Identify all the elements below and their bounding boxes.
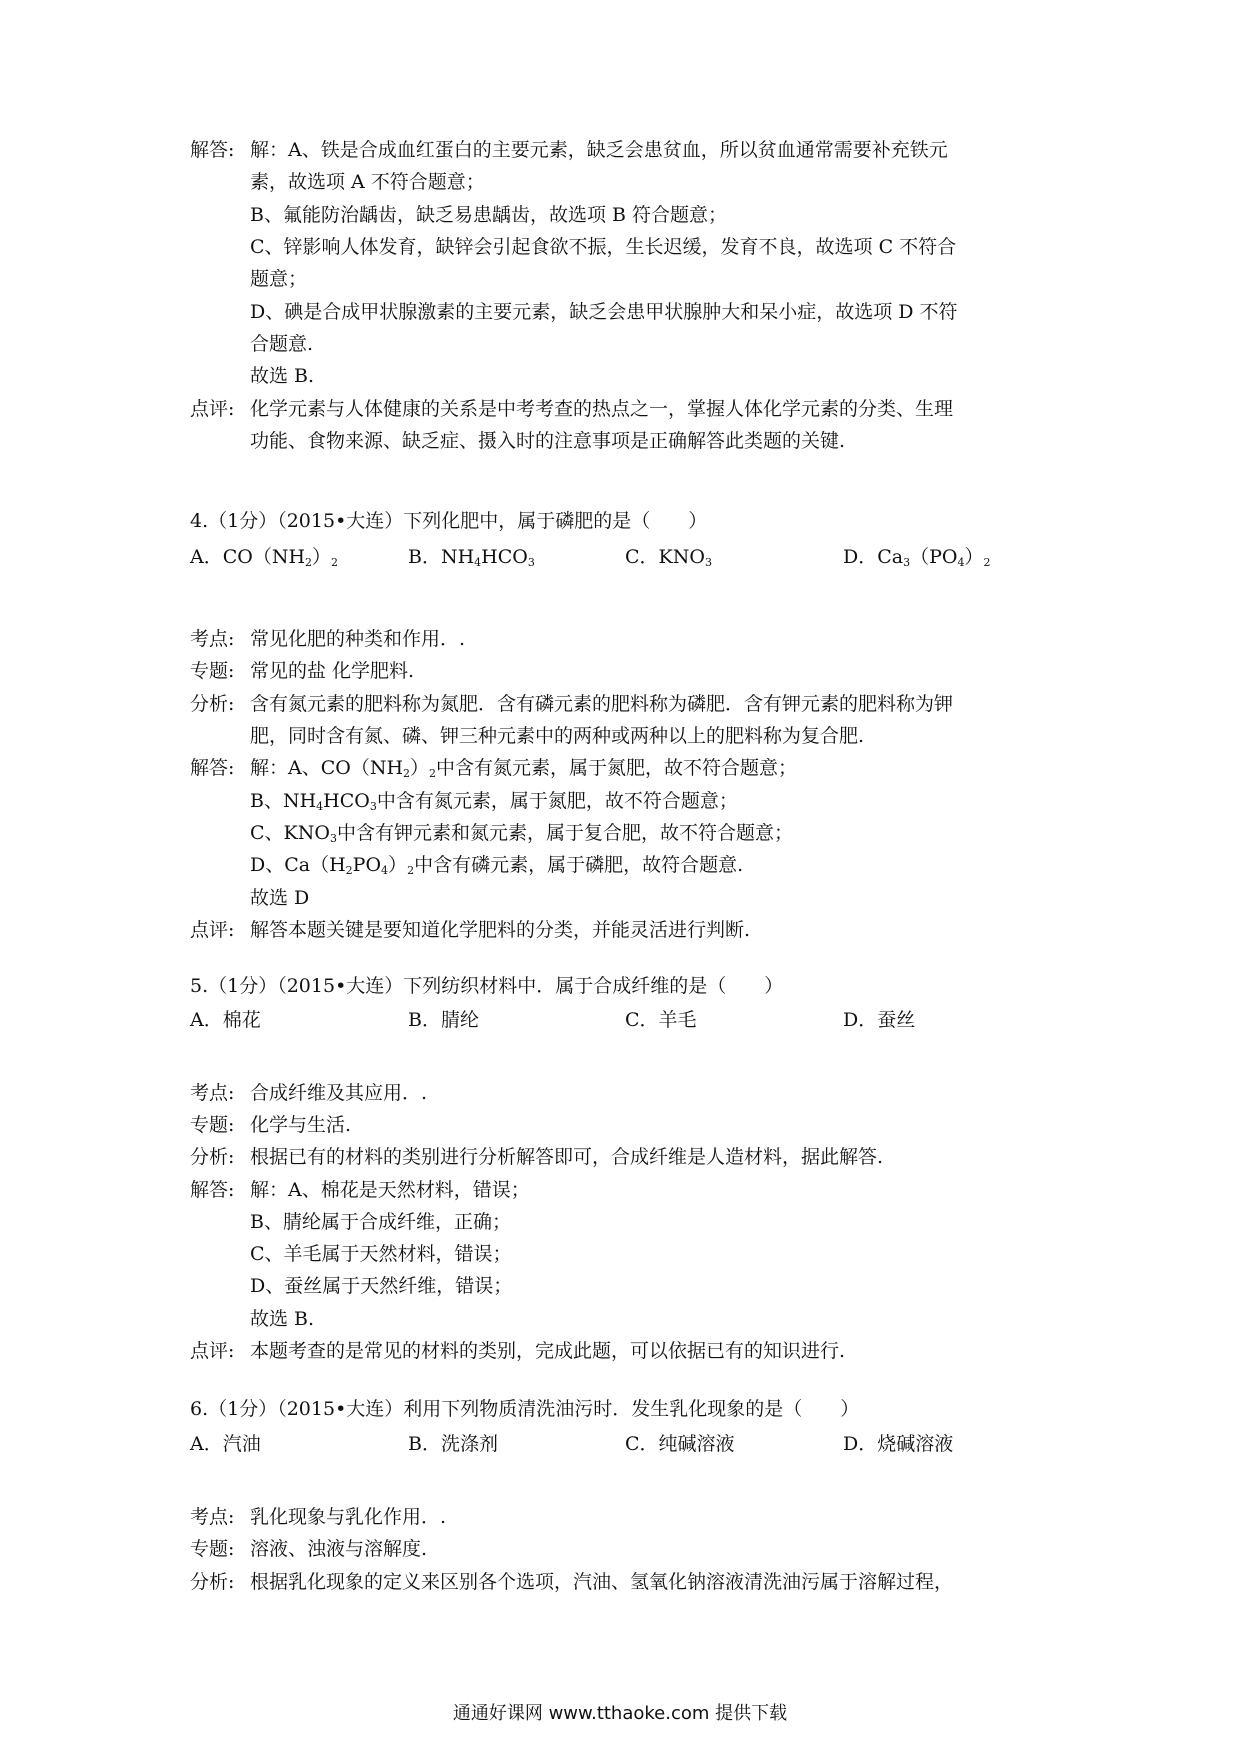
q4-title: 4.（1分）（2015•大连）下列化肥中，属于磷肥的是（ ） <box>190 510 708 532</box>
q4-option-c: C．$KNO_3$ <box>625 546 712 569</box>
q6-option-d: D．烧碱溶液 <box>843 1433 954 1455</box>
q4-comment: 点评: 解答本题关键是要知道化学肥料的分类，并能灵活进行判断. <box>190 919 751 941</box>
q3-answer-line-7: 合题意. <box>250 333 314 355</box>
q5-zhuanti: 专题: 化学与生活. <box>190 1114 352 1136</box>
q5-kaodian: 考点: 合成纤维及其应用．. <box>190 1082 428 1104</box>
q4-answer-end: 故选 D <box>250 887 310 909</box>
q4-answer-c: C、$KNO_3$中含有钾元素和氮元素，属于复合肥，故不符合题意； <box>250 822 793 845</box>
q3-comment-tag: 点评: <box>190 398 235 420</box>
q5-option-b: B．腈纶 <box>408 1009 479 1031</box>
q3-answer-line-6: D、碘是合成甲状腺激素的主要元素，缺乏会患甲状腺肿大和呆小症，故选项 D 不符 <box>250 301 958 323</box>
q3-answer-line-8: 故选 B. <box>250 365 315 387</box>
page-footer: 通通好课网 www.tthaoke.com 提供下载 <box>452 1703 788 1724</box>
q5-option-d: D．蚕丝 <box>843 1009 916 1031</box>
q3-comment-line-2: 功能、食物来源、缺乏症、摄入时的注意事项是正确解答此类题的关键. <box>250 430 846 452</box>
q3-comment-line-1: 点评: 化学元素与人体健康的关系是中考考查的热点之一，掌握人体化学元素的分类、生理 <box>190 398 954 420</box>
q6-title: 6.（1分）（2015•大连）利用下列物质清洗油污时．发生乳化现象的是（ ） <box>190 1398 860 1420</box>
q6-option-b: B．洗涤剂 <box>408 1433 498 1455</box>
q5-comment: 点评: 本题考查的是常见的材料的类别，完成此题，可以依据已有的知识进行. <box>190 1340 846 1362</box>
q3-answer-line-5: 题意； <box>250 268 308 290</box>
q4-option-a: A．$CO(NH_2)_2$ <box>190 546 339 569</box>
q5-option-a: A．棉花 <box>190 1009 261 1031</box>
q6-fenxi: 分析: 根据乳化现象的定义来区别各个选项，汽油、氢氧化钠溶液清洗油污属于溶解过程， <box>190 1571 954 1593</box>
q3-answer-line-2: 素，故选项 A 不符合题意； <box>250 171 485 193</box>
q4-answer-d: D、$Ca(H_2PO_4)_2$中含有磷元素，属于磷肥，故符合题意. <box>250 854 744 877</box>
q4-answer-a: 解答: 解：A、$CO(NH_2)_2$中含有氮元素，属于氮肥，故不符合题意； <box>190 757 798 780</box>
q5-answer-line-5: 故选 B. <box>250 1308 315 1330</box>
q3-answer-line-4: C、锌影响人体发育，缺锌会引起食欲不振，生长迟缓，发育不良，故选项 C 不符合 <box>250 236 957 258</box>
q6-option-c: C．纯碱溶液 <box>625 1433 735 1455</box>
q5-answer-line-2: B、腈纶属于合成纤维，正确； <box>250 1211 511 1233</box>
q5-answer-line-4: D、蚕丝属于天然纤维，错误； <box>250 1275 513 1297</box>
q5-fenxi: 分析: 根据已有的材料的类别进行分析解答即可，合成纤维是人造材料，据此解答. <box>190 1146 884 1168</box>
q5-answer-line-1: 解答: 解：A、棉花是天然材料，错误； <box>190 1179 530 1201</box>
q5-title: 5.（1分）（2015•大连）下列纺织材料中．属于合成纤维的是（ ） <box>190 975 784 997</box>
q4-option-d: D．$Ca_3(PO_4)_2$ <box>843 546 991 569</box>
q6-option-a: A．汽油 <box>190 1433 261 1455</box>
q4-option-b: B．$NH_4HCO_3$ <box>408 546 535 569</box>
q3-answer-tag: 解答: <box>190 139 235 161</box>
q5-option-c: C．羊毛 <box>625 1009 697 1031</box>
q4-answer-b: B、$NH_4HCO_3$中含有氮元素，属于氮肥，故不符合题意； <box>250 790 738 813</box>
q4-fenxi-line-1: 分析: 含有氮元素的肥料称为氮肥．含有磷元素的肥料称为磷肥．含有钾元素的肥料称为钾 <box>190 693 954 715</box>
q6-kaodian: 考点: 乳化现象与乳化作用．. <box>190 1506 447 1528</box>
q3-answer-line-1: 解答: 解：A、铁是合成血红蛋白的主要元素，缺乏会患贫血，所以贫血通常需要补充铁元 <box>190 139 948 161</box>
q4-fenxi-line-2: 肥，同时含有氮、磷、钾三种元素中的两种或两种以上的肥料称为复合肥. <box>250 725 865 747</box>
q4-kaodian: 考点: 常见化肥的种类和作用．. <box>190 628 466 650</box>
q4-zhuanti: 专题: 常见的盐 化学肥料. <box>190 660 415 682</box>
q5-answer-line-3: C、羊毛属于天然材料，错误； <box>250 1243 512 1265</box>
q3-answer-line-3: B、氟能防治龋齿，缺乏易患龋齿，故选项 B 符合题意； <box>250 204 728 226</box>
q6-zhuanti: 专题: 溶液、浊液与溶解度. <box>190 1538 428 1560</box>
